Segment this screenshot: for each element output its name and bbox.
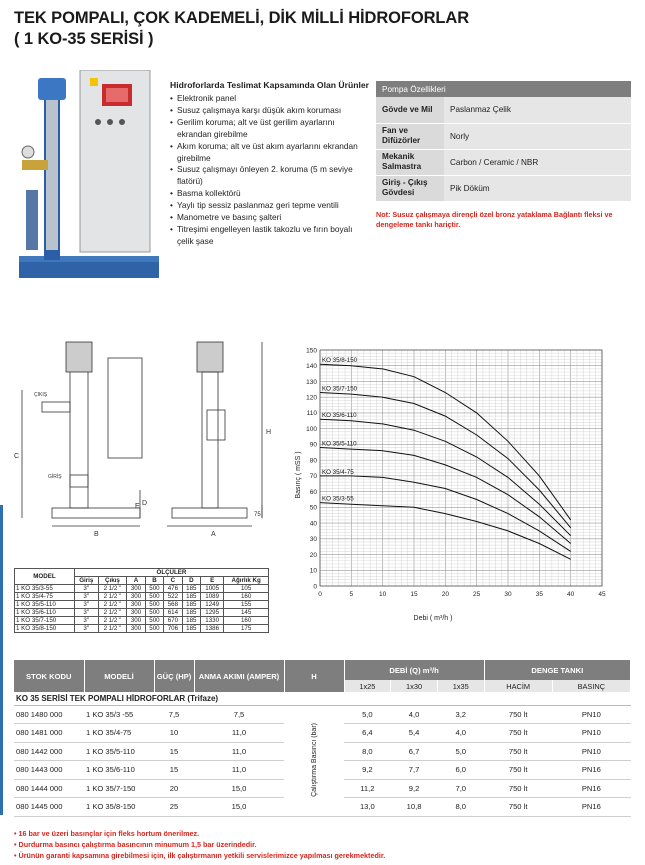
table-cell: 7,5 bbox=[154, 705, 194, 724]
table-cell: 750 lt bbox=[484, 742, 552, 761]
page-title bbox=[14, 8, 469, 50]
table-cell: 568 bbox=[164, 601, 182, 609]
dimensions-table bbox=[14, 568, 269, 633]
table-cell: 1 KO 35/6-110 bbox=[84, 761, 154, 780]
table-cell: 500 bbox=[145, 609, 163, 617]
y-tick-label: 0 bbox=[313, 583, 317, 591]
table-cell: 522 bbox=[164, 593, 182, 601]
table-cell: 500 bbox=[145, 585, 163, 593]
spec-header: Pompa Özellikleri bbox=[376, 81, 631, 97]
table-cell: 750 lt bbox=[484, 761, 552, 780]
table-cell: 1089 bbox=[201, 593, 224, 601]
table-cell: 105 bbox=[224, 585, 269, 593]
list-item: • Yaylı tip sessiz paslanmaz geri tepme ventili bbox=[170, 200, 370, 212]
table-cell: 300 bbox=[127, 609, 145, 617]
x-axis-label: Debi ( m³/h ) bbox=[413, 615, 453, 622]
dim-label-75: 75 bbox=[254, 512, 261, 518]
table-cell: 080 1481 000 bbox=[14, 724, 84, 743]
table-cell: 080 1480 000 bbox=[14, 705, 84, 724]
table-cell: 185 bbox=[182, 585, 200, 593]
table-cell: 15,0 bbox=[194, 779, 284, 798]
technical-drawing bbox=[12, 330, 274, 565]
x-tick-label: 40 bbox=[567, 591, 575, 598]
table-cell: 2 1/2 " bbox=[98, 593, 127, 601]
table-cell: 160 bbox=[224, 593, 269, 601]
col-header: DENGE TANKI bbox=[484, 660, 630, 680]
col-header: C bbox=[164, 577, 182, 585]
table-cell: 1 KO 35/5-110 bbox=[15, 601, 75, 609]
table-cell: 1 KO 35/3-55 bbox=[15, 585, 75, 593]
table-cell: 1 KO 35/3 -55 bbox=[84, 705, 154, 724]
table-cell: 1330 bbox=[201, 617, 224, 625]
table-cell: PN10 bbox=[552, 724, 630, 743]
table-cell: 11,0 bbox=[194, 742, 284, 761]
table-cell: 300 bbox=[127, 585, 145, 593]
series-label: KO 35/4-75 bbox=[322, 468, 354, 476]
spec-value: Carbon / Ceramic / NBR bbox=[444, 149, 631, 175]
footnote: • 16 bar ve üzeri basınçlar için fleks hortum önerilmez. bbox=[14, 829, 200, 838]
table-cell: 2 1/2 " bbox=[98, 625, 127, 633]
list-item: • Basma kollektörü bbox=[170, 188, 370, 200]
y-tick-label: 70 bbox=[309, 473, 317, 481]
table-cell: 2 1/2 " bbox=[98, 585, 127, 593]
table-cell: 3" bbox=[74, 617, 98, 625]
spec-key: Giriş - Çıkış Gövdesi bbox=[376, 175, 444, 201]
col-header: D bbox=[182, 577, 200, 585]
series-label: KO 35/5-110 bbox=[322, 440, 357, 448]
table-cell: 3" bbox=[74, 609, 98, 617]
vertical-label: Çalıştırma Basıncı (bar) bbox=[310, 722, 318, 797]
delivery-scope bbox=[170, 80, 370, 248]
table-cell: 1 KO 35/8-150 bbox=[84, 798, 154, 817]
table-cell: 500 bbox=[145, 593, 163, 601]
col-header: STOK KODU bbox=[14, 660, 84, 692]
table-cell: 1295 bbox=[201, 609, 224, 617]
x-tick-label: 30 bbox=[504, 591, 512, 598]
table-cell: 145 bbox=[224, 609, 269, 617]
list-item: • Susuz çalışmaya karşı düşük akım koruması bbox=[170, 105, 370, 117]
table-cell: 160 bbox=[224, 617, 269, 625]
inlet-label: GİRİŞ bbox=[48, 474, 62, 480]
col-header: H bbox=[284, 660, 344, 692]
table-cell: 7,7 bbox=[391, 761, 438, 780]
dim-label-e: E bbox=[135, 503, 140, 510]
x-tick-label: 0 bbox=[318, 591, 322, 598]
col-header: 1x25 bbox=[344, 680, 391, 692]
plot-frame bbox=[320, 350, 602, 586]
col-header: DEBİ (Q) m³/h bbox=[344, 660, 484, 680]
col-header: GÜÇ (HP) bbox=[154, 660, 194, 692]
table-cell: 155 bbox=[224, 601, 269, 609]
col-header: A bbox=[127, 577, 145, 585]
table-cell: 15,0 bbox=[194, 798, 284, 817]
table-cell: 1 KO 35/4-75 bbox=[84, 724, 154, 743]
spec-key: Mekanik Salmastra bbox=[376, 149, 444, 175]
table-cell: 185 bbox=[182, 617, 200, 625]
table-cell: 7,0 bbox=[437, 779, 484, 798]
list-item: • Susuz çalışmayı önleyen 2. koruma (5 m seviye flatörü) bbox=[170, 164, 370, 188]
table-cell: 185 bbox=[182, 601, 200, 609]
table-cell: 185 bbox=[182, 625, 200, 633]
table-cell: PN16 bbox=[552, 779, 630, 798]
table-cell: 6,4 bbox=[344, 724, 391, 743]
spec-key: Fan ve Difüzörler bbox=[376, 123, 444, 149]
dim-label-c: C bbox=[14, 453, 20, 460]
series-label: KO 35/3-55 bbox=[322, 495, 354, 503]
y-tick-label: 130 bbox=[306, 378, 317, 386]
col-header: Giriş bbox=[74, 577, 98, 585]
table-cell: 11,2 bbox=[344, 779, 391, 798]
table-cell: 1 KO 35/8-150 bbox=[15, 625, 75, 633]
table-cell: 080 1442 000 bbox=[14, 742, 84, 761]
list-item: • Gerilim koruma; alt ve üst gerilim ayarlarını ekrandan girebilme bbox=[170, 117, 370, 141]
table-cell: 15 bbox=[154, 742, 194, 761]
col-header: MODELİ bbox=[84, 660, 154, 692]
table-cell: 500 bbox=[145, 617, 163, 625]
table-cell: 3,2 bbox=[437, 705, 484, 724]
table-cell: 10 bbox=[154, 724, 194, 743]
series-label: KO 35/6-110 bbox=[322, 412, 357, 420]
table-cell: 1 KO 35/5-110 bbox=[84, 742, 154, 761]
table-cell: 13,0 bbox=[344, 798, 391, 817]
table-row bbox=[14, 705, 631, 724]
y-tick-label: 30 bbox=[309, 536, 317, 544]
series-label: KO 35/7-150 bbox=[322, 385, 358, 393]
col-header: ANMA AKIMI (AMPER) bbox=[194, 660, 284, 692]
table-cell: 080 1445 000 bbox=[14, 798, 84, 817]
col-header: Çıkış bbox=[98, 577, 127, 585]
y-tick-label: 20 bbox=[309, 551, 317, 559]
footnotes bbox=[14, 828, 634, 861]
table-cell: 300 bbox=[127, 617, 145, 625]
spec-value: Pik Döküm bbox=[444, 175, 631, 201]
table-row bbox=[15, 585, 269, 593]
table-cell: 476 bbox=[164, 585, 182, 593]
y-tick-label: 40 bbox=[309, 520, 317, 528]
table-cell: 2 1/2 " bbox=[98, 617, 127, 625]
dim-label-h: H bbox=[266, 429, 272, 436]
table-cell: 9,2 bbox=[391, 779, 438, 798]
stock-table bbox=[14, 660, 631, 817]
col-header: Ağırlık Kg bbox=[224, 577, 269, 585]
pump-spec-table bbox=[376, 81, 631, 202]
x-tick-label: 10 bbox=[379, 591, 387, 598]
table-cell: 9,2 bbox=[344, 761, 391, 780]
table-row bbox=[15, 617, 269, 625]
table-cell: 706 bbox=[164, 625, 182, 633]
table-cell: 300 bbox=[127, 593, 145, 601]
list-item: • Akım koruma; alt ve üst akım ayarlarını ekrandan girebilme bbox=[170, 141, 370, 165]
table-cell: 5,0 bbox=[344, 705, 391, 724]
group-title: KO 35 SERİSİ TEK POMPALI HİDROFORLAR (Trifaze) bbox=[14, 692, 631, 705]
y-tick-label: 50 bbox=[309, 504, 317, 512]
table-cell: 670 bbox=[164, 617, 182, 625]
performance-chart bbox=[290, 340, 620, 625]
col-header: E bbox=[201, 577, 224, 585]
footnote: • Ürünün garanti kapsamına girebilmesi için, ilk çalıştırmanın yetkili servislerimizce yapılması gerekmektedir. bbox=[14, 851, 386, 860]
table-cell: 1005 bbox=[201, 585, 224, 593]
table-cell: 3" bbox=[74, 601, 98, 609]
table-cell: PN10 bbox=[552, 705, 630, 724]
table-cell: 185 bbox=[182, 593, 200, 601]
table-cell: 185 bbox=[182, 609, 200, 617]
table-cell: 3" bbox=[74, 593, 98, 601]
spec-note: Not: Susuz çalışmaya dirençli özel bronz yataklama Bağlantı fleksi ve dengeleme tankı hariçtir. bbox=[376, 210, 613, 229]
table-cell: 3" bbox=[74, 625, 98, 633]
table-row bbox=[15, 609, 269, 617]
y-tick-label: 140 bbox=[306, 363, 317, 371]
table-cell: 3" bbox=[74, 585, 98, 593]
table-cell: 2 1/2 " bbox=[98, 609, 127, 617]
col-header: MODEL bbox=[15, 569, 75, 585]
table-cell: 4,0 bbox=[391, 705, 438, 724]
col-header: HACİM bbox=[484, 680, 552, 692]
table-cell: PN10 bbox=[552, 742, 630, 761]
list-item: • Titreşimi engelleyen lastik takozlu ve fırın boyalı çelik şase bbox=[170, 224, 370, 248]
dim-label-b: B bbox=[94, 531, 99, 538]
list-item: • Manometre ve basınç şalteri bbox=[170, 212, 370, 224]
table-row bbox=[15, 625, 269, 633]
col-header: 1x30 bbox=[391, 680, 438, 692]
table-row bbox=[15, 593, 269, 601]
table-cell: PN16 bbox=[552, 761, 630, 780]
y-tick-label: 150 bbox=[306, 347, 317, 355]
table-cell: 2 1/2 " bbox=[98, 601, 127, 609]
table-cell: 5,4 bbox=[391, 724, 438, 743]
table-cell: 6,7 bbox=[391, 742, 438, 761]
table-cell: 1386 bbox=[201, 625, 224, 633]
title-line-2: ( 1 KO-35 SERİSİ ) bbox=[14, 30, 154, 48]
x-tick-label: 25 bbox=[473, 591, 481, 598]
table-cell: 750 lt bbox=[484, 798, 552, 817]
y-tick-label: 60 bbox=[309, 488, 317, 496]
spec-value: Paslanmaz Çelik bbox=[444, 97, 631, 123]
outlet-label: ÇIKIŞ bbox=[34, 392, 48, 398]
y-tick-label: 80 bbox=[309, 457, 317, 465]
table-cell: 750 lt bbox=[484, 779, 552, 798]
dim-label-a: A bbox=[211, 531, 216, 538]
y-axis-label: Basınç ( mSS ) bbox=[295, 451, 302, 499]
table-cell: 1249 bbox=[201, 601, 224, 609]
y-tick-label: 120 bbox=[306, 394, 317, 402]
table-cell: 300 bbox=[127, 601, 145, 609]
table-cell: 080 1444 000 bbox=[14, 779, 84, 798]
table-cell: 1 KO 35/6-110 bbox=[15, 609, 75, 617]
table-cell: 11,0 bbox=[194, 724, 284, 743]
table-cell: 11,0 bbox=[194, 761, 284, 780]
table-cell: 500 bbox=[145, 601, 163, 609]
table-cell: 8,0 bbox=[344, 742, 391, 761]
col-header: BASINÇ bbox=[552, 680, 630, 692]
col-header: 1x35 bbox=[437, 680, 484, 692]
x-tick-label: 5 bbox=[349, 591, 354, 598]
x-tick-label: 20 bbox=[441, 591, 449, 598]
dim-label-d: D bbox=[142, 500, 148, 507]
footnote: • Durdurma basıncı çalıştırma basıncının minumum 1,5 bar üzerindedir. bbox=[14, 840, 257, 849]
delivery-scope-list bbox=[170, 93, 370, 248]
x-tick-label: 35 bbox=[535, 591, 543, 598]
table-cell: 7,5 bbox=[194, 705, 284, 724]
table-cell: 8,0 bbox=[437, 798, 484, 817]
table-cell: 6,0 bbox=[437, 761, 484, 780]
product-image bbox=[14, 70, 166, 285]
table-cell: 5,0 bbox=[437, 742, 484, 761]
side-accent-bar bbox=[0, 505, 3, 815]
table-cell: 20 bbox=[154, 779, 194, 798]
col-header: B bbox=[145, 577, 163, 585]
table-cell: 1 KO 35/7-150 bbox=[15, 617, 75, 625]
olculer-header: ÖLÇÜLER bbox=[74, 569, 268, 577]
series-label: KO 35/8-150 bbox=[322, 357, 358, 365]
table-cell: 750 lt bbox=[484, 724, 552, 743]
table-row bbox=[15, 601, 269, 609]
y-tick-label: 10 bbox=[309, 567, 317, 575]
title-line-1: TEK POMPALI, ÇOK KADEMELİ, DİK MİLLİ HİDROFORLAR bbox=[14, 9, 470, 27]
delivery-scope-heading: Hidroforlarda Teslimat Kapsamında Olan Ürünler bbox=[170, 80, 369, 90]
table-cell: 1 KO 35/7-150 bbox=[84, 779, 154, 798]
table-cell: 4,0 bbox=[437, 724, 484, 743]
table-cell: 300 bbox=[127, 625, 145, 633]
x-tick-label: 45 bbox=[598, 591, 606, 598]
h-column bbox=[284, 705, 344, 816]
y-tick-label: 110 bbox=[306, 410, 317, 418]
table-cell: 614 bbox=[164, 609, 182, 617]
table-cell: 175 bbox=[224, 625, 269, 633]
table-cell: 10,8 bbox=[391, 798, 438, 817]
table-cell: 500 bbox=[145, 625, 163, 633]
y-tick-label: 100 bbox=[306, 425, 317, 433]
table-cell: 15 bbox=[154, 761, 194, 780]
spec-value: Norly bbox=[444, 123, 631, 149]
x-tick-label: 15 bbox=[410, 591, 418, 598]
table-cell: 1 KO 35/4-75 bbox=[15, 593, 75, 601]
list-item: • Elektronik panel bbox=[170, 93, 370, 105]
table-cell: 25 bbox=[154, 798, 194, 817]
table-cell: 750 lt bbox=[484, 705, 552, 724]
y-tick-label: 90 bbox=[309, 441, 317, 449]
spec-key: Gövde ve Mil bbox=[376, 97, 444, 123]
table-cell: PN16 bbox=[552, 798, 630, 817]
table-cell: 080 1443 000 bbox=[14, 761, 84, 780]
